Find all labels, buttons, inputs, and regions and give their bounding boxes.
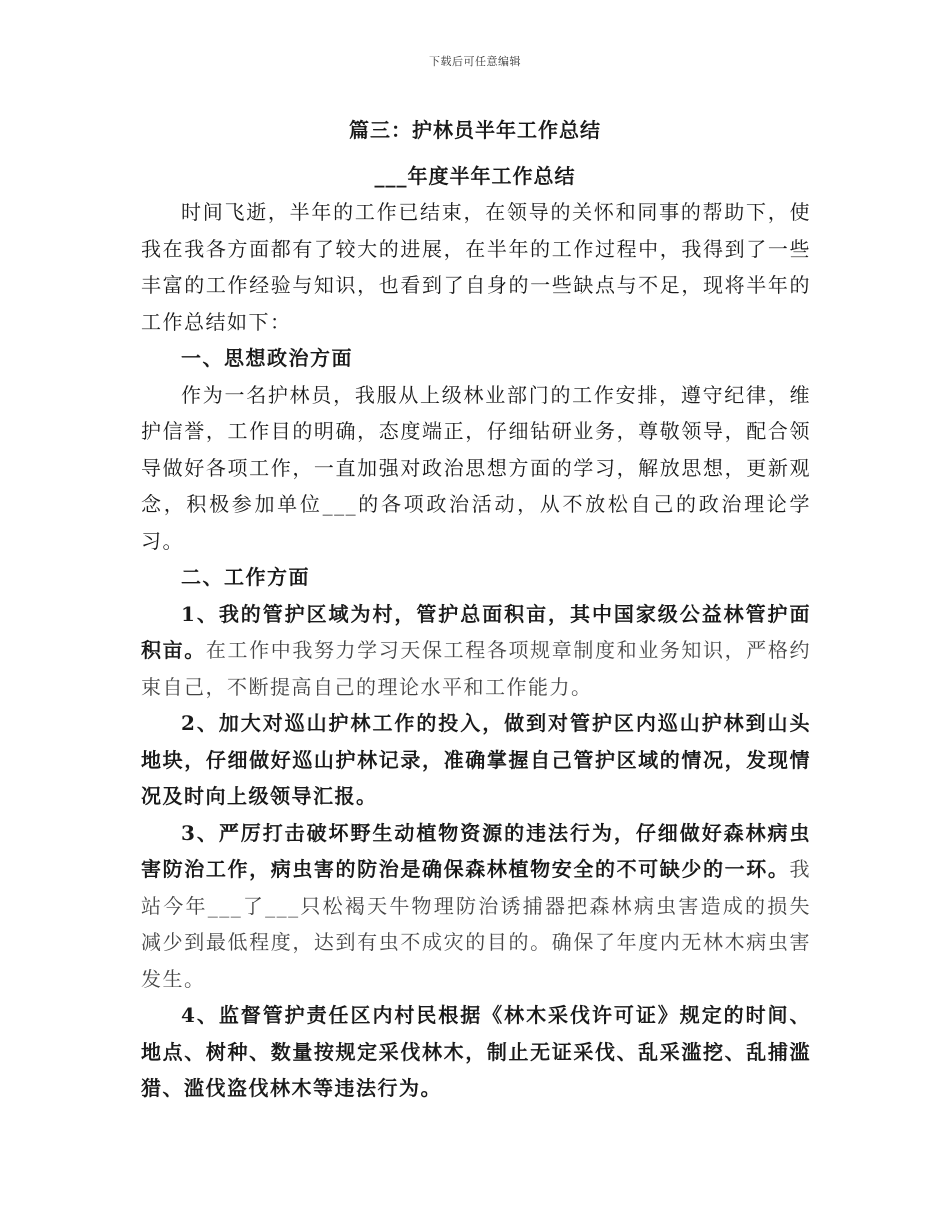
document-body	[141, 194, 811, 1107]
page-watermark: 下载后可任意编辑	[429, 55, 521, 68]
work-item-1-lead: 1、我的管护区域为村，管护总面积亩，其中国家级公益林管护面积亩。	[141, 601, 811, 662]
work-item-3-text: 我站今年___了___只松褐天牛物理防治诱捕器把森林病虫害造成的损失减少到最低程度，达到有虫不成灾的目的。确保了年度内无林木病虫害发生。	[141, 857, 811, 991]
work-item-3-lead: 3、严厉打击破坏野生动植物资源的违法行为，仔细做好森林病虫害防治工作，病虫害的防治是确保森林植物安全的不可缺少的一环。	[141, 820, 811, 881]
work-item-4: 4、监督管护责任区内村民根据《林木采伐许可证》规定的时间、地点、树种、数量按规定采伐林木，制止无证采伐、乱采滥挖、乱捕滥猎、滥伐盗伐林木等违法行为。	[141, 1003, 811, 1100]
intro-paragraph: 时间飞逝，半年的工作已结束，在领导的关怀和同事的帮助下，使我在我各方面都有了较大的进展，在半年的工作过程中，我得到了一些丰富的工作经验与知识，也看到了自身的一些缺点与不足，现将半年的工作总结如下：	[141, 200, 811, 334]
work-item-1-text: 在工作中我努力学习天保工程各项规章制度和业务知识，严格约束自己，不断提高自己的理论水平和工作能力。	[141, 638, 812, 699]
document-title: 篇三：护林员半年工作总结	[349, 118, 601, 142]
section-heading-thought-politics: 一、思想政治方面	[181, 346, 353, 370]
work-item-1	[141, 596, 811, 706]
section-paragraph-thought-politics: 作为一名护林员，我服从上级林业部门的工作安排，遵守纪律，维护信誉，工作目的明确，态度端正，仔细钻研业务，尊敬领导，配合领导做好各项工作，一直加强对政治思想方面的学习，解放思想，更新观念，积极参加单位___的各项政治活动，从不放松自己的政治理论学习。	[141, 382, 811, 553]
document-subtitle: ___年度半年工作总结	[374, 164, 576, 188]
section-heading-work: 二、工作方面	[181, 565, 310, 589]
work-item-2: 2、加大对巡山护林工作的投入，做到对管护区内巡山护林到山头地块，仔细做好巡山护林记录，准确掌握自己管护区域的情况，发现情况及时向上级领导汇报。	[141, 711, 811, 808]
work-item-3	[141, 815, 811, 998]
